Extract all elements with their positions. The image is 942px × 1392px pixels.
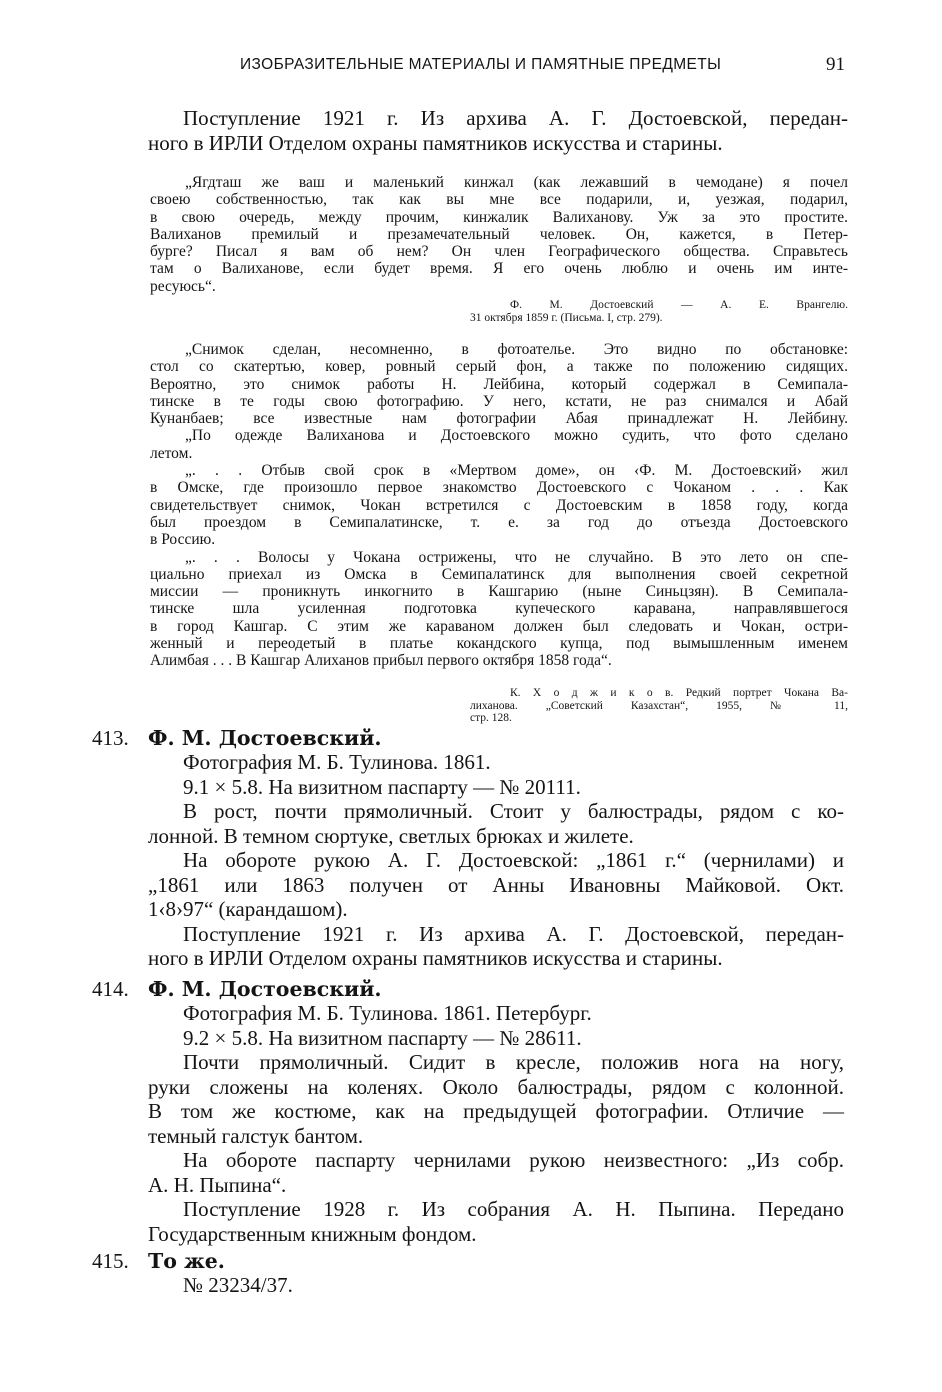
- page-number: 91: [826, 54, 845, 75]
- entry-414-body: [148, 1001, 844, 1246]
- text-line: в свою очередь, между прочим, кинжалик Валиханову. Уж за это простите.: [150, 208, 848, 226]
- source-line: 31 октября 1859 г. (Письма. I, стр. 279).: [470, 311, 663, 324]
- source-line: К. Х о д ж и к о в. Редкий портрет Чокана Ва-: [510, 687, 848, 699]
- source-line: Ф. М. Достоевский — А. Е. Врангелю.: [510, 299, 848, 311]
- text-line: „По одежде Валиханова и Достоевского можно судить, что фото сделано: [185, 427, 848, 445]
- text-line: бурге? Писал я вам об нем? Он член Географического общества. Справьтесь: [150, 243, 848, 261]
- entry-title: То же.: [148, 1249, 225, 1273]
- text-line: Фотография М. Б. Тулинова. 1861. Петербург.: [183, 1001, 592, 1025]
- text-line: 1‹8›97“ (карандашом).: [148, 897, 348, 921]
- text-line: „Ягдташ же ваш и маленький кинжал (как лежавший в чемодане) я почел: [185, 174, 848, 191]
- quote-valikhanov-letter: [150, 174, 848, 295]
- text-line: ресуюсь“.: [150, 277, 216, 295]
- text-line: ного в ИРЛИ Отделом охраны памятников искусства и старины.: [148, 946, 723, 970]
- text-line: летом.: [150, 444, 193, 462]
- entry-415-body: [148, 1273, 844, 1298]
- text-line: свидетельствует снимок, Чокан встретился с Достоевским в 1858 году, когда: [150, 496, 848, 514]
- text-line: Поступление 1921 г. Из архива А. Г. Достоевской, передан-: [183, 921, 844, 946]
- text-line: Кунанбаев; все известные нам фотографии Абая принадлежат Н. Лейбину.: [150, 410, 848, 428]
- quote1-source: [470, 299, 848, 324]
- text-line: „Снимок сделан, несомненно, в фотоателье. Это видно по обстановке:: [185, 341, 848, 358]
- text-line: Алимбая . . . В Кашгар Алиханов прибыл первого октября 1858 года“.: [150, 652, 612, 670]
- running-title: ИЗОБРАЗИТЕЛЬНЫЕ МАТЕРИАЛЫ И ПАМЯТНЫЕ ПРЕДМЕТЫ: [240, 56, 722, 73]
- text-line: А. Н. Пыпина“.: [148, 1172, 287, 1197]
- text-line: На обороте паспарту чернилами рукою неизвестного: „Из собр.: [183, 1148, 844, 1172]
- text-line: тинске в те годы свою фотографию. У него, кстати, не раз снимался и Абай: [150, 392, 848, 410]
- entry-title: Ф. М. Достоевский.: [148, 726, 382, 750]
- quote2-source: [470, 687, 848, 725]
- quote-khodzhikov: [150, 341, 848, 670]
- text-line: в Омске, где произошло первое знакомство Достоевского с Чоканом . . . Как: [150, 479, 848, 497]
- text-line: „. . . Отбыв свой срок в «Мертвом доме», он ‹Ф. М. Достоевский› жил: [185, 462, 848, 480]
- text-line: 9.1 × 5.8. На визитном паспарту — № 20111.: [183, 774, 581, 799]
- text-line: в Россию.: [150, 531, 216, 549]
- text-line: руки сложены на коленях. Около балюстрады, рядом с колонной.: [148, 1074, 844, 1099]
- text-line: № 23234/37.: [183, 1273, 293, 1297]
- text-line: Почти прямоличный. Сидит в кресле, положив нога на ногу,: [183, 1050, 844, 1074]
- text-line: женный и переодетый в платье кокандского купца, под вымышленным именем: [150, 635, 848, 653]
- text-line: темный галстук бантом.: [148, 1123, 364, 1148]
- entry-number: 415.: [92, 1249, 129, 1273]
- text-line: лонной. В темном сюртуке, светлых брюках и жилете.: [148, 823, 634, 848]
- text-line: На обороте рукою А. Г. Достоевской: „1861 г.“ (чернилами) и: [183, 848, 844, 872]
- text-line: миссии — проникнуть инкогнито в Кашгарию (ныне Синьцзян). В Семипала-: [150, 583, 848, 601]
- entry-number: 414.: [92, 977, 129, 1001]
- text-line: В рост, почти прямоличный. Стоит у балюстрады, рядом с ко-: [183, 799, 844, 823]
- text-line: „. . . Волосы у Чокана острижены, что не случайно. В это лето он спе-: [185, 548, 848, 566]
- text-line: 9.2 × 5.8. На визитном паспарту — № 28611.: [183, 1025, 582, 1050]
- text-line: Поступление 1928 г. Из собрания А. Н. Пыпина. Передано: [183, 1197, 844, 1221]
- text-line: там о Валиханове, если будет время. Я его очень люблю и очень им инте-: [150, 260, 848, 278]
- entry-number: 413.: [92, 726, 129, 750]
- text-line: Фотография М. Б. Тулинова. 1861.: [183, 750, 491, 774]
- text-line: Поступление 1921 г. Из архива А. Г. Достоевской, передан-: [183, 106, 848, 130]
- entry-413-body: [148, 750, 844, 971]
- text-line: В том же костюме, как на предыдущей фотографии. Отличие —: [148, 1099, 844, 1123]
- text-line: „1861 или 1863 получен от Анны Ивановны Майковой. Окт.: [148, 872, 844, 897]
- text-line: циально приехал из Омска в Семипалатинск для выполнения своей секретной: [150, 565, 848, 583]
- source-line: лиханова. „Советский Казахстан“, 1955, № 11,: [470, 699, 848, 712]
- source-line: стр. 128.: [470, 712, 512, 724]
- text-line: был проездом в Семипалатинске, т. е. за год до отъезда Достоевского: [150, 513, 848, 531]
- text-line: в город Кашгар. С этим же караваном должен был следовать и Чокан, остри-: [150, 617, 848, 635]
- text-line: тинске шла усиленная подготовка купеческого каравана, направлявшегося: [150, 600, 848, 618]
- text-line: Вероятно, это снимок работы Н. Лейбина, который содержал в Семипала-: [150, 375, 848, 393]
- text-line: ного в ИРЛИ Отделом охраны памятников искусства и старины.: [148, 130, 723, 155]
- text-line: Государственным книжным фондом.: [148, 1221, 477, 1246]
- text-line: своею собственностью, так как вы мне все подарили, и, уезжая, подарил,: [150, 191, 848, 209]
- entry-title: Ф. М. Достоевский.: [148, 977, 382, 1001]
- text-line: Валиханов премилый и презамечательный человек. Он, кажется, в Петер-: [150, 225, 848, 243]
- text-line: стол со скатертью, ковер, ровный серый фон, а также по положению сидящих.: [150, 358, 848, 376]
- intro-paragraph: [148, 106, 848, 155]
